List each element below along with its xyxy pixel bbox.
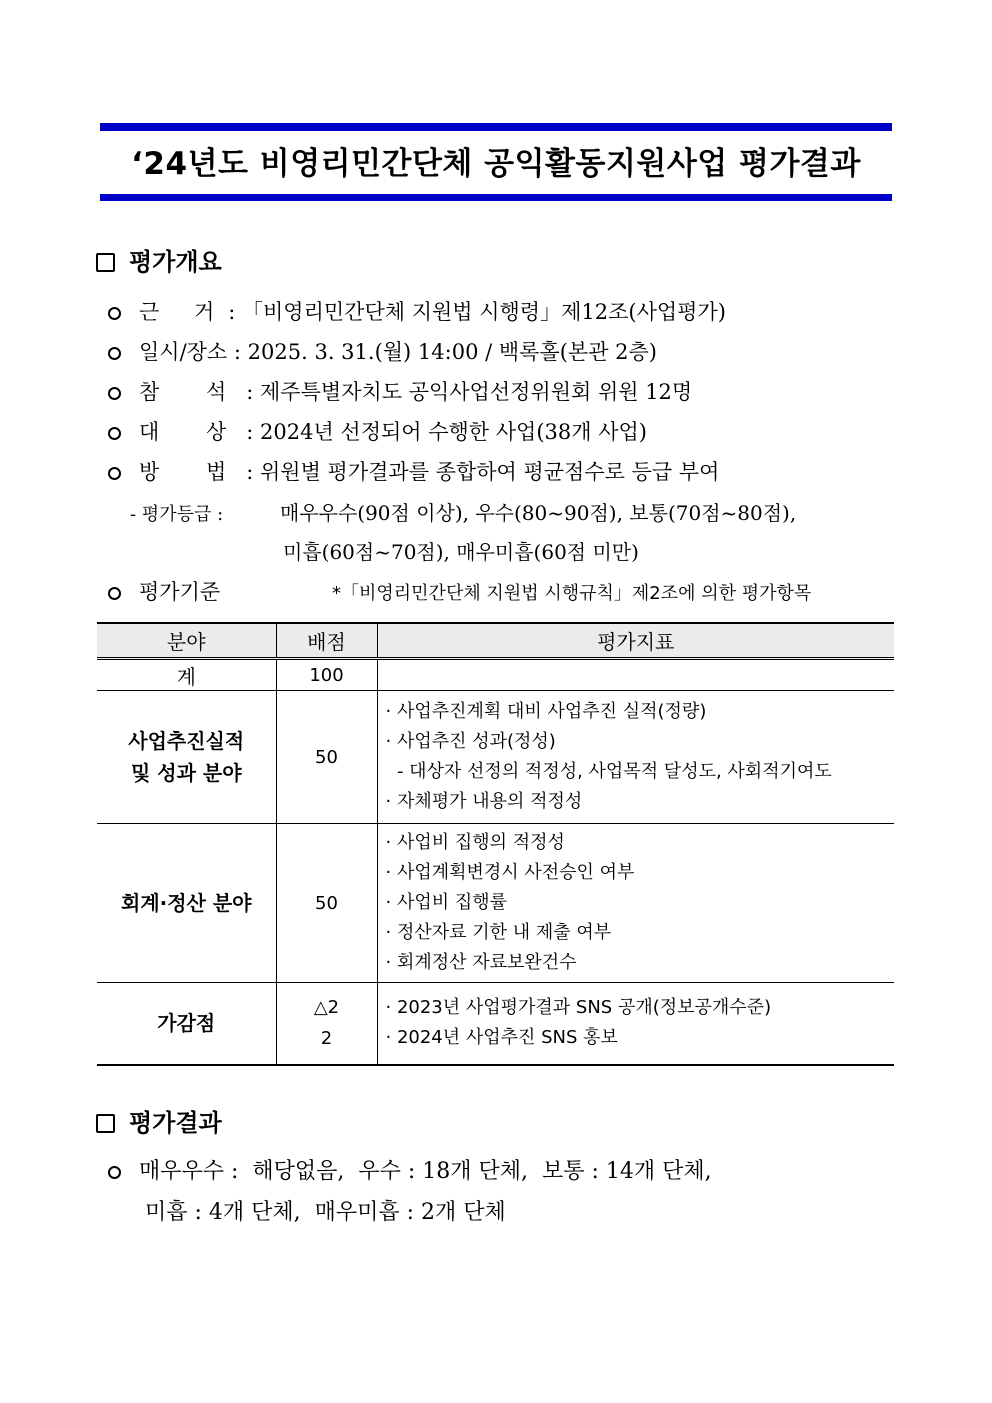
target-value: 2024년 선정되어 수행한 사업(38개 사업) [260,420,647,444]
overview-basis: 근 거: 「비영리민간단체 지원법 시행령」제12조(사업평가) [108,297,726,327]
category-line: 사업추진실적 [128,729,245,753]
evaluation-table [97,622,894,1066]
circle-bullet-icon [108,307,121,320]
grade-row-1 [130,498,796,530]
checkbox-square-icon [96,1114,115,1133]
results-text-1: 매우우수 : 해당없음, 우수 : 18개 단체, 보통 : 14개 단체, [139,1159,712,1184]
circle-bullet-icon [108,587,121,600]
category-bonus: 가감점 [97,983,276,1065]
results-line-1 [108,1157,712,1187]
indicator-item: · 사업추진 성과(정성) [385,731,556,752]
criteria-note: *「비영리민간단체 지원법 시행규칙」제2조에 의한 평가항목 [332,583,812,604]
circle-bullet-icon [108,427,121,440]
score-line: 2 [320,1028,333,1050]
row-score: 50 [276,824,377,983]
indicator-item: · 2024년 사업추진 SNS 홍보 [385,1027,618,1049]
total-score: 100 [276,659,377,691]
section-results-heading: 평가결과 [129,1109,222,1137]
basis-value: 「비영리민간단체 지원법 시행령」제12조(사업평가) [242,300,726,324]
circle-bullet-icon [108,467,121,480]
indicator-item: · 정산자료 기한 내 제출 여부 [385,922,612,943]
indicator-list [377,983,894,1065]
circle-bullet-icon [108,387,121,400]
target-label: 대 상 [139,420,247,444]
category-performance [97,691,276,824]
category-line: 및 성과 분야 [130,761,242,785]
method-value: 위원별 평가결과를 종합하여 평균점수로 등급 부여 [260,460,720,484]
table-row [97,983,894,1065]
header-field: 분야 [97,623,276,659]
date-label: 일시/장소 [139,340,228,364]
attendees-value: 제주특별자치도 공익사업선정위원회 위원 12명 [260,380,693,404]
category-accounting: 회계·정산 분야 [97,824,276,983]
results-line-2: 미흡 : 4개 단체, 매우미흡 : 2개 단체 [145,1200,506,1225]
indicator-list [377,824,894,983]
section-overview-heading: 평가개요 [129,248,222,276]
grade-line-2: 미흡(60점~70점), 매우미흡(60점 미만) [283,540,639,564]
section-results [96,1107,222,1139]
indicator-list [377,691,894,824]
indicator-item: · 2023년 사업평가결과 SNS 공개(정보공개수준) [385,997,772,1019]
indicator-item: · 자체평가 내용의 적정성 [385,791,583,812]
checkbox-square-icon [96,253,115,272]
table-header-row [97,623,894,659]
date-value: 2025. 3. 31.(월) 14:00 / 백록홀(본관 2층) [247,340,658,364]
total-indicator [377,659,894,691]
row-score: 50 [276,691,377,824]
score-line: △2 [313,997,340,1019]
header-indicator: 평가지표 [377,623,894,659]
document-title: ‘24년도 비영리민간단체 공익활동지원사업 평가결과 [131,146,861,182]
overview-method: 방 법: 위원별 평가결과를 종합하여 평균점수로 등급 부여 [108,457,719,487]
overview-target: 대 상: 2024년 선정되어 수행한 사업(38개 사업) [108,417,647,447]
title-bar-bottom [100,194,892,201]
criteria-label: 평가기준 [139,580,221,604]
indicator-item: · 회계정산 자료보완건수 [385,952,577,973]
method-label: 방 법 [139,460,247,484]
section-overview [96,246,222,278]
total-label: 계 [97,659,276,691]
circle-bullet-icon [108,1166,121,1179]
indicator-item: · 사업비 집행의 적정성 [385,832,565,853]
indicator-item: - 대상자 선정의 적정성, 사업목적 달성도, 사회적기여도 [385,761,832,782]
table-row-total [97,659,894,691]
indicator-item: · 사업비 집행률 [385,892,507,913]
grade-label: - 평가등급 : [130,504,224,525]
table-row [97,824,894,983]
circle-bullet-icon [108,347,121,360]
header-score: 배점 [276,623,377,659]
basis-label: 근 거 [139,300,229,324]
overview-attendees: 참 석: 제주특별자치도 공익사업선정위원회 위원 12명 [108,377,692,407]
title-bar-top [100,123,892,131]
grade-line-1: 매우우수(90점 이상), 우수(80~90점), 보통(70점~80점), [280,501,797,525]
row-score [276,983,377,1065]
overview-date: 일시/장소 : 2025. 3. 31.(월) 14:00 / 백록홀(본관 2층) [108,337,657,367]
overview-criteria [108,577,220,607]
table-row [97,691,894,824]
indicator-item: · 사업추진계획 대비 사업추진 실적(정량) [385,701,707,722]
indicator-item: · 사업계획변경시 사전승인 여부 [385,862,635,883]
attendees-label: 참 석 [139,380,247,404]
